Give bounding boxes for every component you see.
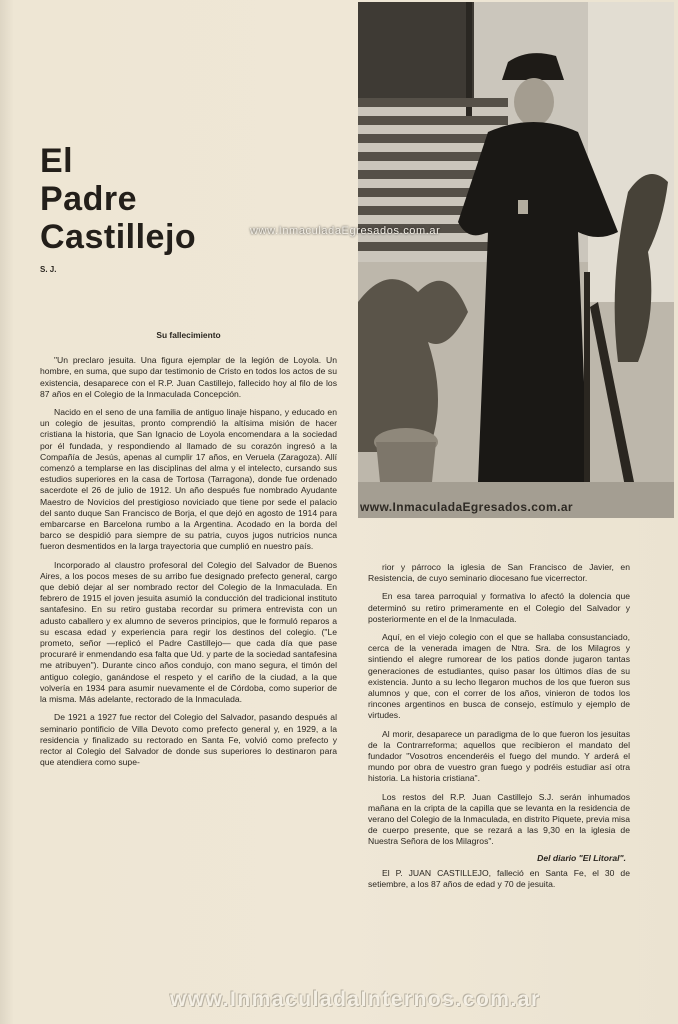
paragraph: Los restos del R.P. Juan Castillejo S.J. serán inhumados mañana en la cripta de la capilla que se levanta en la residencia de verano del Colegio de la Inmaculada, en distrito Piquete, previa misa de cuerpo presente, que se rezará a las 9,30 en la iglesia de Nuestra Señora de los Milagros". — [368, 791, 630, 847]
paragraph: En esa tarea parroquial y formativa lo afectó la dolencia que determinó su retiro primeramente en el Colegio del Salvador y posteriormente en el de la Inmaculada. — [368, 591, 630, 624]
right-column — [368, 562, 630, 897]
paragraph: Al morir, desaparece un paradigma de lo que fueron los jesuitas de la Contrarreforma; aquellos que recibieron el mandato del fundador "Vosotros encenderéis el fuego del mundo. Y arderá el mundo por obra de vuestro gran fuego y podréis estudiar así otra historia. La historia cristiana". — [368, 728, 630, 784]
article-title — [40, 142, 196, 256]
photo-watermark: www.InmaculadaEgresados.com.ar — [250, 225, 441, 237]
paragraph: Nacido en el seno de una familia de antiguo linaje hispano, y educado en un colegio de jesuitas, pronto comprendió la altísima misión de hacer cristiana la historia, que San Ignacio de Loyola encomendara a la sociedad por él fundada, y respondiendo al llamado de su corazón ingresó a la Compañía de Jesús, apenas al cumplir 17 años, en Veruela (Zaragoza). Allí comenzó a templarse en las disciplinas del alma y el intelecto, cursando sus estudios superiores en la casa de Tortosa (Tarragona), donde fue ordenado sacerdote el 26 de julio de 1912. Un año después fue nombrado Ayudante Maestro de Novicios del prestigioso noviciado que tiene por sede el palacio del santo duque San Francisco de Borja, el que dejó en agosto de 1914 para embarcarse en Barcelona rumbo a la Argentina. Acodado en la borda del barco se despidió para siempre de su patria, cuyos jugos nutricios nunca fueron desmentidos en la larga trayectoria que cumplió en nuestro país. — [40, 407, 337, 552]
title-line: El — [40, 142, 74, 180]
paragraph: Incorporado al claustro profesoral del Colegio del Salvador de Buenos Aires, a los pocos meses de su arribo fue designado prefecto general, cargo que debió dejar al ser nombrado rector del Colegio de la Inmaculada. En febrero de 1915 el joven jesuita asumió la conducción del tradicional instituto santafesino. En su retiro gustaba recordar su primera entrevista con un adusto caballero y ex alumno de severos principios, que le formuló reparos a su escasa edad y experiencia para regir los destinos del colegio. ("Le prometo, señor —replicó el Padre Castillejo— que cada día que pase procuraré ir enmendando esa falta que Ud. y parte de la sociedad santafesina me atribuyen"). Durante cinco años condujo, con mano segura, el timón del antiguo colegio, ganándose el respeto y el cariño de la ciudad, a la que volvería en 1934 para asumir nuevamente el de Córdoba, como superior de la misma. Más adelante, rectorado de la Inmaculada. — [40, 559, 337, 705]
paragraph: Aquí, en el viejo colegio con el que se hallaba consustanciado, cerca de la venerada imagen de Ntra. Sra. de los Milagros y sintiendo el alegre rumorear de los patios donde jugaron tantas generaciones de estudiantes, quiso pasar los últimos días de su existencia. Junto a su lecho llegaron muchos de los que fueron sus alumnos y que, con el correr de los años, vinieron de todos los rincones argentinos en busca de consejo, estímulo y ejemplo de virtudes. — [368, 632, 630, 721]
paragraph: De 1921 a 1927 fue rector del Colegio del Salvador, pasando después al seminario pontificio de Villa Devoto como prefecto general y, en 1929, a la residencia y finalizado su rectorado en Santa Fe, volvió como prefecto y rector al Colegio del Salvador de donde sus superiores lo destinaron para que atendiera como supe- — [40, 712, 337, 768]
closing-note: El P. JUAN CASTILLEJO, falleció en Santa Fe, el 30 de setiembre, a los 87 años de edad y 70 de jesuita. — [368, 867, 630, 890]
order-abbreviation: S. J. — [40, 265, 57, 274]
left-column — [40, 330, 337, 775]
paragraph: rior y párroco la iglesia de San Francisco de Javier, en Resistencia, de cuyo seminario diocesano fue vicerrector. — [368, 562, 630, 584]
source-attribution: Del diario "El Litoral". — [537, 852, 626, 863]
priest-photograph — [358, 2, 674, 518]
section-heading: Su fallecimiento — [156, 330, 221, 340]
title-line: Castillejo — [40, 218, 197, 256]
title-line: Padre — [40, 180, 137, 218]
portrait-photo — [358, 2, 674, 518]
photo-watermark-bottom: www.InmaculadaEgresados.com.ar — [360, 500, 573, 514]
footer-watermark: www.InmaculadaInternos.com.ar — [170, 988, 541, 1011]
paragraph: "Un preclaro jesuita. Una figura ejemplar de la legión de Loyola. Un hombre, en suma, que supo dar testimonio de Cristo en todos los actos de su existencia, desaparece con el R.P. Juan Castillejo, fallecido hoy al filo de los 87 años en el Colegio de la Inmaculada Concepción. — [40, 355, 337, 399]
